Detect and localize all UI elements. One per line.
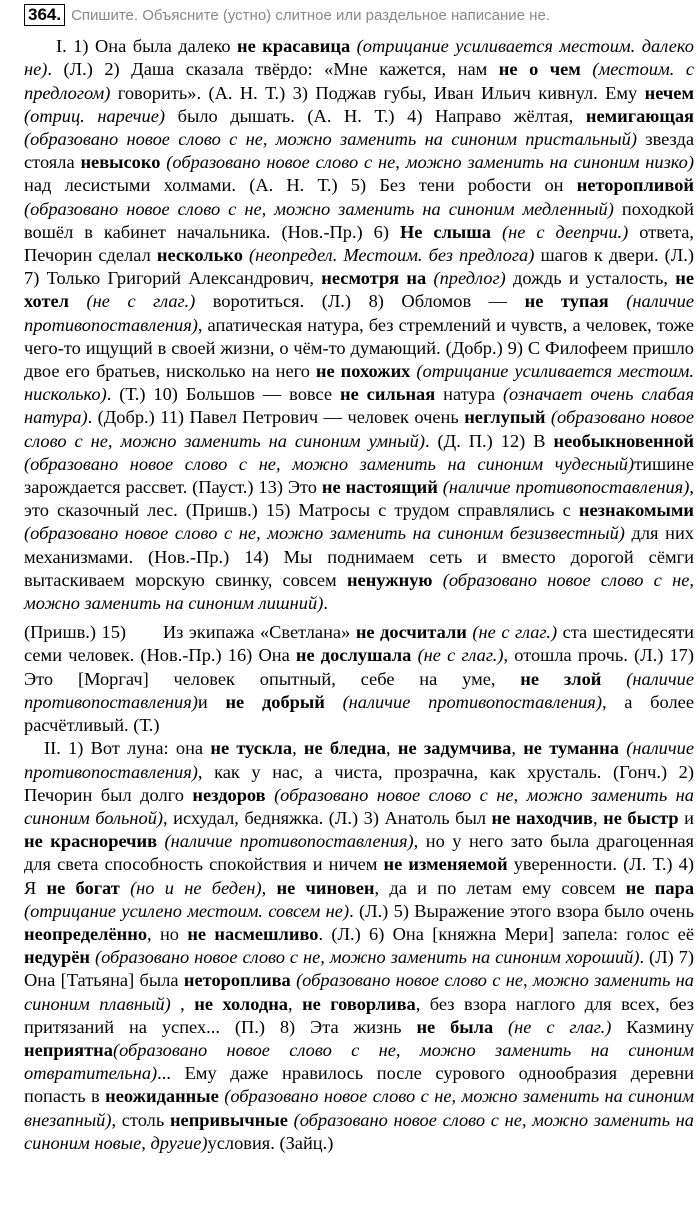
emphasized-word: не холодна <box>194 993 288 1014</box>
emphasized-word: несмотря на <box>321 268 427 289</box>
text-run: и <box>678 807 694 828</box>
grammar-note: (но и не беден) <box>130 877 262 898</box>
emphasized-word: не сильная <box>339 384 436 405</box>
text-run: , <box>511 738 524 759</box>
grammar-note: (отрицание усиливается местоим. нисколько) <box>24 361 694 405</box>
text-run: . (Добр.) 11) Павел Петрович — человек очень <box>87 407 465 428</box>
text-run: , апатическая натура, без стремлений и чувств, а человек, тоже чего-то ищущий в своей жизни, о чём-то думающий. (Добр.) 9) С Филофеем пришло двое его братьев, нисколько на него <box>24 314 694 382</box>
emphasized-word: не говорлива <box>302 993 416 1014</box>
grammar-note: (не с глаг.) <box>417 645 504 666</box>
text-run <box>491 222 502 242</box>
text-run: , <box>261 877 277 898</box>
emphasized-word: неглупый <box>464 407 546 428</box>
emphasized-word: Не слыша <box>399 221 491 242</box>
text-run: , но <box>147 923 188 944</box>
grammar-note: (не с глаг.) <box>472 622 558 643</box>
emphasized-word: немигающая <box>585 105 694 126</box>
text-run: . (Т.) 10) Большов — вовсе <box>106 384 340 405</box>
text-run: , это сказочный лес. (Пришв.) 15) Матросы с трудом справлялись с <box>24 477 694 521</box>
text-run: , а более расчётливый. (Т.) <box>24 691 694 736</box>
grammar-note: (образовано новое слово с не, можно заменить на синоним пристальный) <box>24 129 637 150</box>
text-run: уверенности. (Л. Т.) 4) Я <box>24 854 694 898</box>
emphasized-word: неопределённо <box>24 923 148 944</box>
emphasized-word: нетороплива <box>183 970 291 991</box>
grammar-note: (образовано новое слово с не, можно заменить на синоним безизвестный) <box>24 523 625 544</box>
text-run <box>120 878 130 898</box>
text-run: Казмину <box>611 1016 695 1037</box>
text-run: было дышать. (А. Н. Т.) 4) Направо жёлтая, <box>165 105 586 126</box>
text-run: воротиться. (Л.) 8) Обломов — <box>195 291 525 312</box>
text-run: . (Л.) 2) Даша сказала твёрдо: «Мне кажется, нам <box>47 59 499 80</box>
emphasized-word: не изменяемой <box>383 854 508 875</box>
emphasized-word: не о чем <box>498 59 581 80</box>
grammar-note: (образовано новое слово с не, можно заменить на синоним чудесный) <box>24 453 635 474</box>
emphasized-word: не красавица <box>237 36 351 57</box>
text-run: , без взора наглого для всех, без притязаний на успех... (П.) 8) Эта жизнь <box>24 993 694 1037</box>
text-run: ответа, Печорин сделал <box>24 221 694 266</box>
grammar-note: (отрицание усилено местоим. совсем не) <box>24 900 350 921</box>
emphasized-word: не тупая <box>524 291 609 312</box>
grammar-note: (означает очень слабая натура) <box>24 384 695 428</box>
text-run: говорить». (А. Н. Т.) 3) Поджав губы, Иван Ильич кивнул. Ему <box>110 82 645 103</box>
text-run: условия. (Зайц.) <box>207 1132 334 1153</box>
text-run: ... Ему даже нравилось после сурового однообразия деревни попасть в <box>24 1063 694 1107</box>
text-run: II. 1) Вот луна: она <box>44 738 211 759</box>
grammar-note: (образовано новое слово с не, можно заменить на синоним больной) <box>24 784 694 828</box>
text-run: для них механизмами. (Нов.-Пр.) 14) Мы поднимаем сеть и вместо дорогой сёмги вытаскиваем морскую свинку, совсем <box>24 523 694 590</box>
grammar-note: (местоим. с предлогом) <box>24 59 694 103</box>
text-run: и <box>197 691 226 712</box>
text-run <box>493 1017 508 1037</box>
text-run: , исхудал, бедняжка. (Л.) 3) Анатоль был <box>163 807 492 828</box>
text-run: , столь <box>111 1109 170 1130</box>
text-run: . (Д. П.) 12) В <box>424 430 554 451</box>
text-run: , но у него зато была драгоценная для света способность спокойствия и ничем <box>24 831 694 875</box>
grammar-note: (наличие противопоставления) <box>24 291 694 335</box>
emphasized-word: не хотел <box>24 268 694 312</box>
grammar-note: (не с деепрчи.) <box>502 221 629 242</box>
emphasized-word: не насмешливо <box>187 923 319 944</box>
grammar-note: (наличие противопоставления) <box>24 738 694 782</box>
emphasized-word: нечем <box>644 82 694 103</box>
text-run <box>69 291 87 311</box>
text-run: , как у нас, а чиста, прозрачна, как хрусталь. (Гонч.) 2) Печорин был долго <box>24 761 694 805</box>
text-run: , <box>170 993 195 1014</box>
emphasized-word: недурён <box>24 947 91 968</box>
paragraph-part-1 <box>24 35 694 615</box>
paragraph-continuation <box>24 621 694 737</box>
text-run: , <box>288 993 303 1014</box>
emphasized-word: не добрый <box>225 691 325 712</box>
emphasized-word: неприятна <box>24 1039 113 1060</box>
text-run <box>432 570 442 590</box>
emphasized-word: неожиданные <box>105 1086 219 1107</box>
grammar-note: (не с глаг.) <box>508 1016 612 1037</box>
grammar-note: (образовано новое слово с не, можно заменить на синоним хороший) <box>94 947 640 968</box>
emphasized-word: не тускла <box>210 738 293 759</box>
grammar-note: (наличие противопоставления) <box>164 831 414 852</box>
grammar-note: (отрицание усиливается местоим. далеко не) <box>24 36 694 80</box>
grammar-note: (образовано новое слово с не, можно заменить на синоним умный) <box>24 407 694 451</box>
text-run: . (Л.) 6) Она [княжна Мери] запела: голос её <box>318 923 694 944</box>
paragraph-part-2 <box>24 737 694 1155</box>
emphasized-word: непривычные <box>169 1109 288 1130</box>
exercise-header <box>24 4 694 27</box>
emphasized-word: не досчитали <box>355 622 467 643</box>
text-run <box>157 831 164 851</box>
emphasized-word: несколько <box>156 245 243 266</box>
text-run <box>581 59 593 79</box>
text-run <box>609 291 627 311</box>
emphasized-word: не бледна <box>303 738 386 759</box>
text-run <box>266 785 274 805</box>
text-run: над лесистыми холмами. (А. Н. Т.) 5) Без тени робости он <box>24 175 577 196</box>
emphasized-word: не пара <box>625 877 695 898</box>
emphasized-word: не чиновен <box>276 877 375 898</box>
emphasized-word: не похожих <box>315 361 411 382</box>
text-run: , отошла прочь. (Л.) 17) Это [Моргач] человек опытный, себе на уме, <box>24 645 694 689</box>
grammar-note: (образовано новое слово с не, можно заменить на синоним новые, другие) <box>24 1109 694 1153</box>
text-run: шагов к двери. (Л.) 7) Только Григорий Александрович, <box>24 245 694 289</box>
emphasized-word: нездоров <box>192 784 266 805</box>
text-run: . (Л.) 5) Выражение этого взора было очень <box>349 900 694 921</box>
emphasized-word: незнакомыми <box>578 500 694 521</box>
grammar-note: (отриц. наречие) <box>24 105 166 126</box>
grammar-note: (образовано новое слово с не, можно заменить на синоним плавный) <box>24 970 695 1014</box>
emphasized-word: не красноречив <box>24 831 158 852</box>
text-run: . (Л) 7) Она [Татьяна] была <box>24 947 694 991</box>
emphasized-word: ненужную <box>346 569 433 590</box>
grammar-note: (наличие противопоставления) <box>342 691 602 712</box>
grammar-note: (наличие противопоставления) <box>24 668 694 712</box>
text-run: звезда стояла <box>24 129 694 173</box>
text-run: I. 1) Она была далеко <box>56 36 238 57</box>
text-run: , <box>386 738 398 759</box>
text-run <box>325 692 343 712</box>
emphasized-word: не находчив <box>491 807 593 828</box>
emphasized-word: не дослушала <box>295 645 412 666</box>
emphasized-word: не туманна <box>523 738 619 759</box>
text-run: тишине зарождается рассвет. (Пауст.) 13) Это <box>24 453 694 498</box>
text-run: натура <box>435 384 503 405</box>
grammar-note: (предлог) <box>433 268 506 289</box>
text-run: , <box>593 807 604 828</box>
emphasized-word: не злой <box>520 668 602 689</box>
grammar-note: (образовано новое слово с не, можно заменить на синоним лишний) <box>24 569 694 614</box>
grammar-note: (образовано новое слово с не, можно заменить на синоним отвратительна) <box>24 1039 694 1084</box>
emphasized-word: не быстр <box>603 807 679 828</box>
grammar-note: (образовано новое слово с не, можно заменить на синоним внезапный) <box>24 1086 694 1130</box>
grammar-note: (неопредел. Местоим. без предлога) <box>248 245 535 266</box>
exercise-number: 364. <box>24 4 65 26</box>
text-run <box>601 669 626 689</box>
grammar-note: (образовано новое слово с не, можно заменить на синоним медленный) <box>24 198 614 219</box>
text-run: , <box>292 738 304 759</box>
text-run: (Пришв.) 15) Из экипажа «Светлана» <box>24 622 356 643</box>
grammar-note: (не с глаг.) <box>86 291 196 312</box>
text-run: дождь и усталость, <box>505 268 676 289</box>
text-run: походкой вошёл в кабинет начальника. (Нов.-Пр.) 6) <box>24 198 694 242</box>
emphasized-word: невысоко <box>80 152 161 173</box>
emphasized-word: необыкновенной <box>553 430 695 451</box>
exercise-task: Спишите. Объясните (устно) слитное или раздельное написание не. <box>71 7 550 24</box>
text-run: . <box>323 593 328 614</box>
emphasized-word: не задумчива <box>397 738 512 759</box>
text-run: , да и по летам ему совсем <box>374 877 626 898</box>
text-run: ста шестидесяти семи человек. (Нов.-Пр.) 16) Она <box>24 622 694 666</box>
emphasized-word: не была <box>416 1016 494 1037</box>
grammar-note: (наличие противопоставления) <box>442 477 690 498</box>
emphasized-word: не богат <box>46 877 120 898</box>
emphasized-word: не настоящий <box>321 477 438 498</box>
grammar-note: (образовано новое слово с не, можно заменить на синоним низко) <box>166 152 695 173</box>
emphasized-word: неторопливой <box>576 175 694 196</box>
